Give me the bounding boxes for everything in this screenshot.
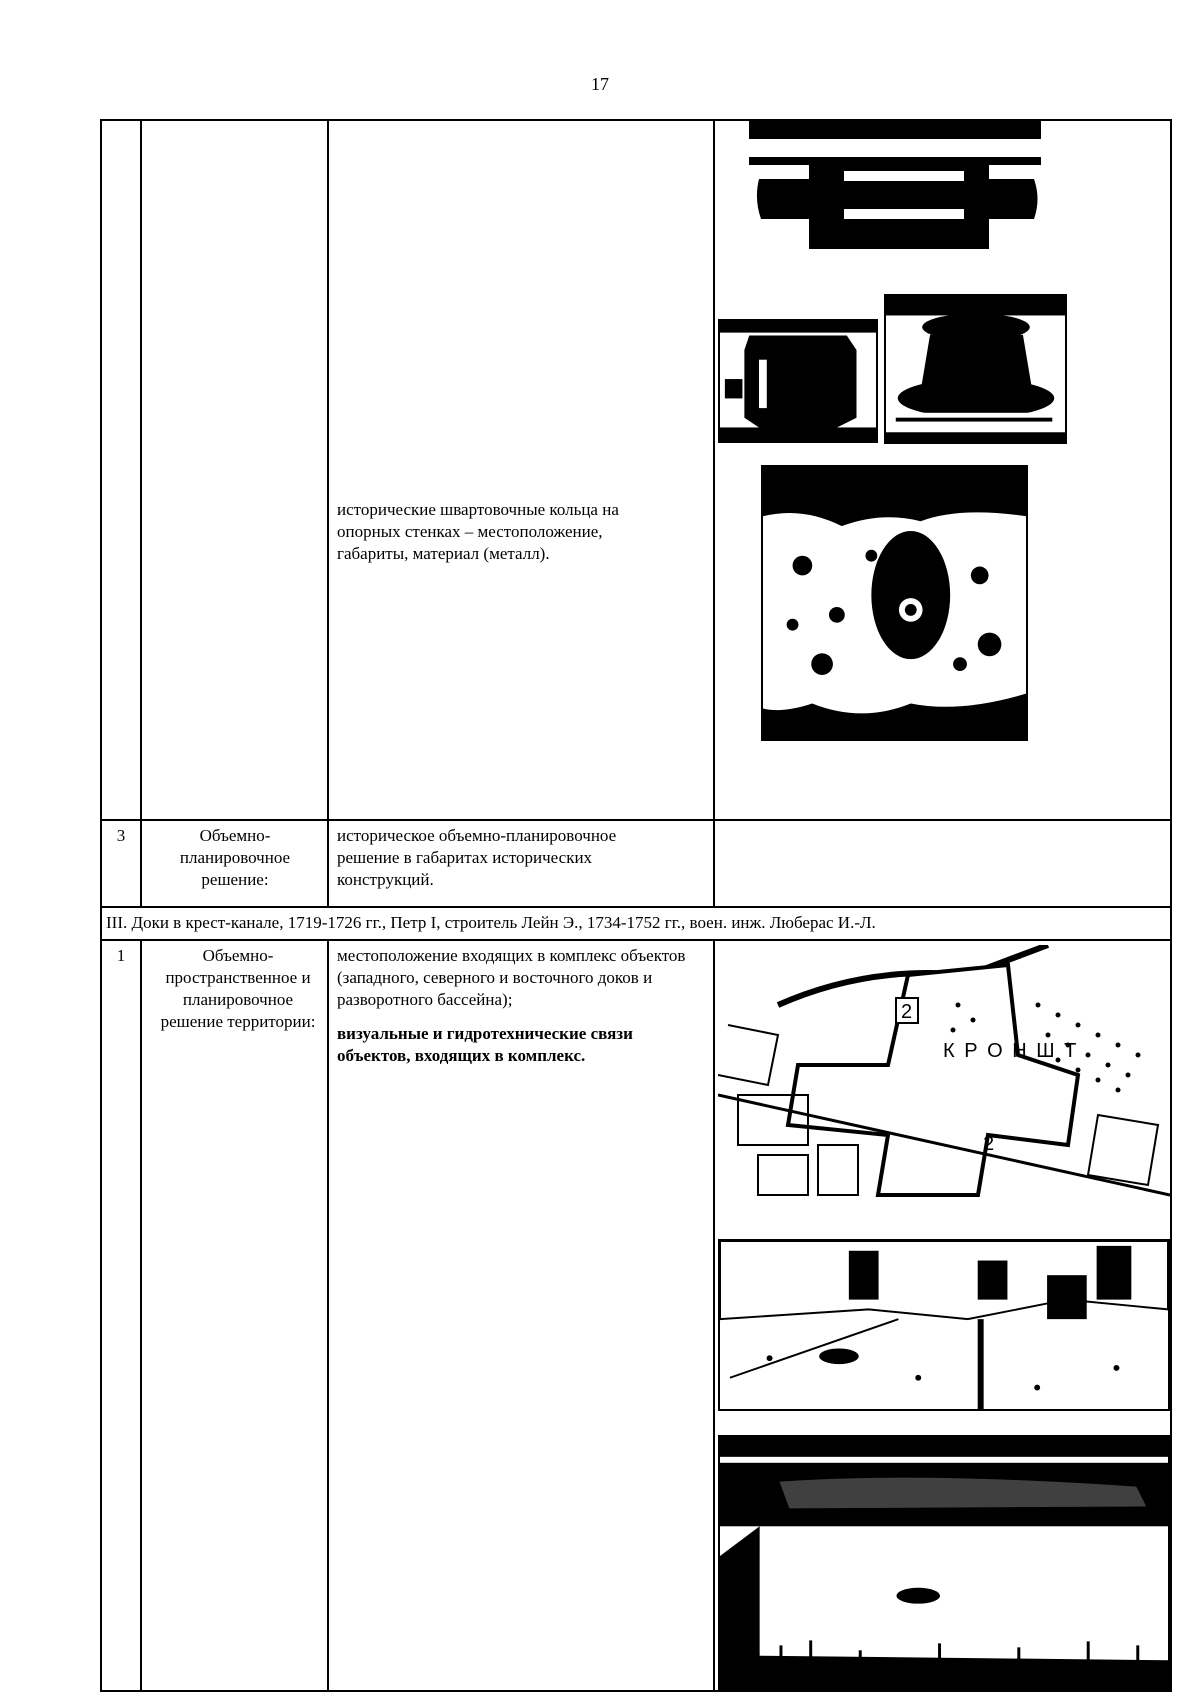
row1-number: 1: [116, 946, 126, 965]
table-border-bottom: [100, 1690, 1172, 1692]
row1-description-2: визуальные и гидротехнические связи объектов, входящих в комплекс.: [337, 1024, 633, 1065]
heritage-table: [100, 119, 1172, 1692]
map-image: [718, 945, 1170, 1213]
map-label-2: 2: [983, 1133, 995, 1155]
dock-photo-1: [718, 1239, 1170, 1411]
mooring-ring-photo: [761, 465, 1028, 741]
row3-subject: Объемно-планировочное решение:: [179, 826, 291, 889]
row-divider: [100, 939, 1172, 941]
column-divider: [713, 939, 715, 1692]
dock-image: [720, 1241, 1168, 1409]
bollard-photo-right: [884, 294, 1067, 444]
bollards-description: исторические швартовочные кольца на опорных стенках – местоположение, габариты, материал (металл).: [337, 500, 619, 563]
bollard-photo-left: [718, 319, 878, 443]
column-divider: [140, 119, 142, 908]
map-label-1: 2: [901, 1001, 913, 1023]
column-divider: [140, 939, 142, 1692]
row3-number: 3: [116, 826, 126, 845]
column-divider: [713, 119, 715, 908]
column-divider: [327, 939, 329, 1692]
page-number: 17: [591, 74, 609, 94]
row1-subject: Объемно-пространственное и планировочное решение территории:: [160, 946, 316, 1031]
row3-description: историческое объемно-планировочное решение в габаритах исторических конструкций.: [337, 826, 617, 889]
bollard-image: [749, 119, 1041, 269]
dock-photo-2: [718, 1435, 1170, 1690]
bollard-image: [886, 296, 1065, 442]
dock-image: [720, 1437, 1168, 1690]
site-map: [718, 945, 1170, 1213]
section-heading: III. Доки в крест-канале, 1719-1726 гг., Петр I, строитель Лейн Э., 1734-1752 гг., воен. инж. Люберас И.-Л.: [106, 913, 876, 932]
row-divider: [100, 819, 1172, 821]
mooring-ring-image: [763, 467, 1026, 739]
bollard-image: [720, 321, 876, 441]
row1-description-1: местоположение входящих в комплекс объектов (западного, северного и восточного доков и разворотного бассейна);: [337, 946, 686, 1009]
map-label-text: К Р О Н Ш Т: [943, 1040, 1079, 1062]
row-divider: [100, 906, 1172, 908]
bollard-photo-top: [749, 119, 1041, 269]
column-divider: [327, 119, 329, 908]
